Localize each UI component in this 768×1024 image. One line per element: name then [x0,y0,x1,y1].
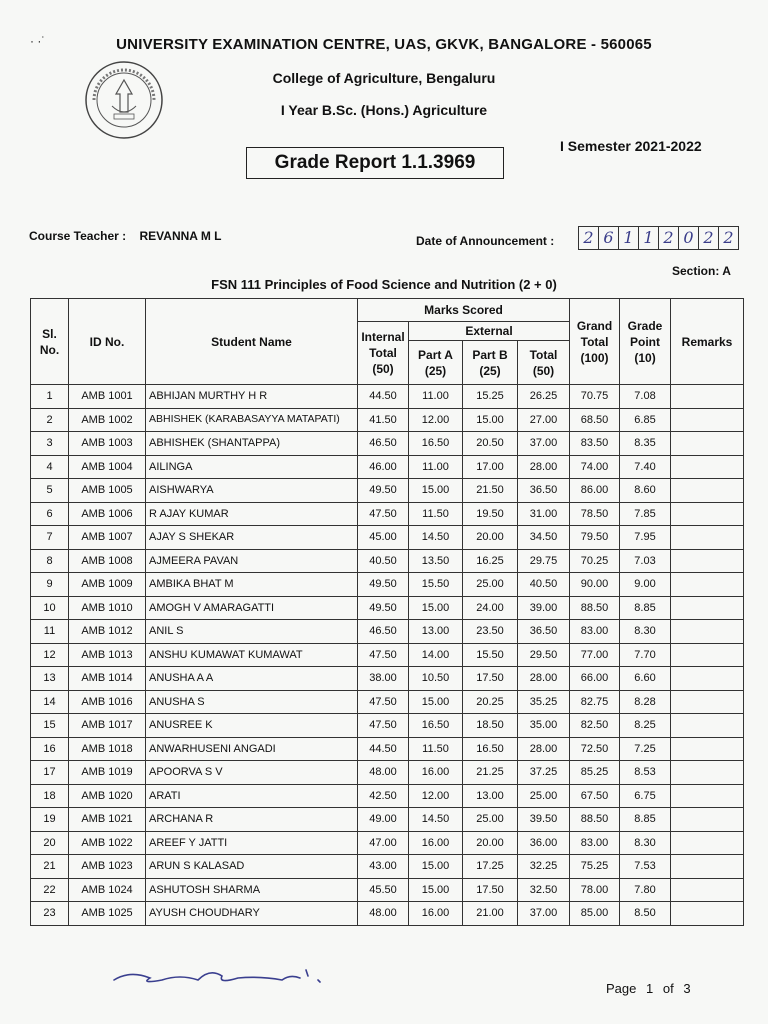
cell-internal-total: 47.50 [358,643,409,667]
cell-id-no: AMB 1006 [69,502,146,526]
cell-external-total: 28.00 [518,737,570,761]
cell-grade-point: 8.25 [620,714,671,738]
cell-grand-total: 70.75 [570,385,620,409]
cell-sl-no: 14 [31,690,69,714]
cell-internal-total: 48.00 [358,902,409,926]
table-row [31,714,744,738]
course-teacher [29,229,222,243]
cell-sl-no: 23 [31,902,69,926]
table-row [31,596,744,620]
page-of-label: of [662,981,674,996]
table-row [31,855,744,879]
table-row [31,455,744,479]
cell-grade-point: 8.30 [620,620,671,644]
cell-grand-total: 66.00 [570,667,620,691]
table-row [31,573,744,597]
cell-part-b: 21.00 [463,902,518,926]
grade-report-title: Grade Report 1.1.3969 [246,147,504,179]
announcement-date [578,226,738,250]
cell-part-b: 13.00 [463,784,518,808]
col-student-name: Student Name [146,299,358,385]
cell-internal-total: 46.50 [358,432,409,456]
cell-internal-total: 49.00 [358,808,409,832]
cell-student-name: AJMEERA PAVAN [146,549,358,573]
cell-internal-total: 43.00 [358,855,409,879]
table-row [31,784,744,808]
cell-internal-total: 46.00 [358,455,409,479]
col-part-a: Part A (25) [409,341,463,385]
cell-part-a: 16.50 [409,714,463,738]
date-digit: 2 [658,226,679,250]
cell-grand-total: 86.00 [570,479,620,503]
cell-sl-no: 21 [31,855,69,879]
announcement-label: Date of Announcement : [416,234,555,248]
cell-part-a: 11.50 [409,737,463,761]
table-row [31,526,744,550]
cell-grand-total: 85.00 [570,902,620,926]
cell-part-a: 12.00 [409,784,463,808]
cell-remarks [671,643,744,667]
cell-sl-no: 10 [31,596,69,620]
col-grade-point: Grade Point (10) [620,299,671,385]
cell-internal-total: 47.50 [358,690,409,714]
cell-part-b: 25.00 [463,573,518,597]
page-label: Page [606,981,637,996]
cell-part-a: 12.00 [409,408,463,432]
table-row [31,643,744,667]
cell-sl-no: 4 [31,455,69,479]
cell-student-name: AILINGA [146,455,358,479]
cell-grand-total: 83.00 [570,831,620,855]
cell-id-no: AMB 1023 [69,855,146,879]
cell-id-no: AMB 1004 [69,455,146,479]
cell-part-a: 16.50 [409,432,463,456]
cell-student-name: AREEF Y JATTI [146,831,358,855]
cell-id-no: AMB 1002 [69,408,146,432]
table-row [31,808,744,832]
cell-external-total: 32.25 [518,855,570,879]
cell-sl-no: 1 [31,385,69,409]
cell-grade-point: 8.60 [620,479,671,503]
cell-grand-total: 88.50 [570,808,620,832]
cell-sl-no: 12 [31,643,69,667]
date-digit: 2 [698,226,719,250]
cell-part-b: 16.50 [463,737,518,761]
cell-id-no: AMB 1020 [69,784,146,808]
cell-external-total: 28.00 [518,667,570,691]
cell-grade-point: 6.85 [620,408,671,432]
cell-part-a: 15.00 [409,596,463,620]
col-external: External [409,322,570,341]
cell-sl-no: 7 [31,526,69,550]
cell-internal-total: 40.50 [358,549,409,573]
cell-grade-point: 7.40 [620,455,671,479]
cell-student-name: AMOGH V AMARAGATTI [146,596,358,620]
cell-id-no: AMB 1013 [69,643,146,667]
table-row [31,667,744,691]
cell-remarks [671,549,744,573]
col-internal-total: Internal Total (50) [358,322,409,385]
cell-part-a: 14.50 [409,526,463,550]
cell-internal-total: 41.50 [358,408,409,432]
cell-grade-point: 7.95 [620,526,671,550]
col-id-no: ID No. [69,299,146,385]
cell-remarks [671,808,744,832]
cell-sl-no: 2 [31,408,69,432]
section-label: Section: A [672,264,731,278]
cell-part-b: 20.25 [463,690,518,714]
cell-grand-total: 67.50 [570,784,620,808]
cell-internal-total: 49.50 [358,479,409,503]
cell-part-a: 16.00 [409,902,463,926]
cell-student-name: AJAY S SHEKAR [146,526,358,550]
cell-remarks [671,784,744,808]
cell-internal-total: 47.50 [358,502,409,526]
cell-external-total: 37.25 [518,761,570,785]
table-row [31,761,744,785]
cell-remarks [671,385,744,409]
col-marks-scored: Marks Scored [358,299,570,322]
cell-sl-no: 13 [31,667,69,691]
cell-remarks [671,526,744,550]
cell-part-b: 17.00 [463,455,518,479]
cell-grade-point: 8.85 [620,808,671,832]
cell-student-name: ANSHU KUMAWAT KUMAWAT [146,643,358,667]
cell-student-name: ASHUTOSH SHARMA [146,878,358,902]
cell-student-name: AYUSH CHOUDHARY [146,902,358,926]
col-sl-no: Sl. No. [31,299,69,385]
cell-internal-total: 47.50 [358,714,409,738]
cell-internal-total: 42.50 [358,784,409,808]
date-digit: 1 [638,226,659,250]
cell-external-total: 39.00 [518,596,570,620]
col-part-b: Part B (25) [463,341,518,385]
cell-grade-point: 7.85 [620,502,671,526]
cell-grand-total: 70.25 [570,549,620,573]
col-external-total: Total (50) [518,341,570,385]
cell-sl-no: 16 [31,737,69,761]
cell-external-total: 36.50 [518,479,570,503]
table-row [31,479,744,503]
cell-student-name: ANUSREE K [146,714,358,738]
cell-external-total: 32.50 [518,878,570,902]
table-row [31,549,744,573]
cell-grade-point: 8.85 [620,596,671,620]
cell-grand-total: 68.50 [570,408,620,432]
cell-external-total: 40.50 [518,573,570,597]
date-digit: 0 [678,226,699,250]
cell-remarks [671,737,744,761]
cell-id-no: AMB 1025 [69,902,146,926]
cell-id-no: AMB 1022 [69,831,146,855]
cell-student-name: ABHISHEK (KARABASAYYA MATAPATI) [146,408,358,432]
cell-grade-point: 7.25 [620,737,671,761]
cell-grade-point: 7.53 [620,855,671,879]
program-name: I Year B.Sc. (Hons.) Agriculture [280,102,488,118]
cell-id-no: AMB 1021 [69,808,146,832]
cell-part-b: 15.25 [463,385,518,409]
page-total: 3 [683,981,691,996]
page-indicator [606,981,697,996]
table-row [31,737,744,761]
cell-part-a: 14.50 [409,808,463,832]
cell-id-no: AMB 1010 [69,596,146,620]
cell-internal-total: 47.00 [358,831,409,855]
cell-grade-point: 8.28 [620,690,671,714]
cell-external-total: 37.00 [518,432,570,456]
cell-part-b: 15.50 [463,643,518,667]
cell-remarks [671,667,744,691]
cell-student-name: ANUSHA S [146,690,358,714]
cell-remarks [671,408,744,432]
cell-external-total: 27.00 [518,408,570,432]
cell-part-a: 15.50 [409,573,463,597]
cell-sl-no: 5 [31,479,69,503]
cell-id-no: AMB 1017 [69,714,146,738]
cell-student-name: ARUN S KALASAD [146,855,358,879]
cell-remarks [671,455,744,479]
cell-external-total: 39.50 [518,808,570,832]
cell-part-b: 16.25 [463,549,518,573]
table-row [31,385,744,409]
cell-part-a: 10.50 [409,667,463,691]
course-teacher-label: Course Teacher : [29,229,127,243]
cell-id-no: AMB 1024 [69,878,146,902]
cell-part-a: 15.00 [409,855,463,879]
table-row [31,831,744,855]
cell-grand-total: 83.00 [570,620,620,644]
cell-grade-point: 7.03 [620,549,671,573]
cell-internal-total: 49.50 [358,596,409,620]
cell-grade-point: 8.35 [620,432,671,456]
table-row [31,408,744,432]
cell-internal-total: 49.50 [358,573,409,597]
cell-external-total: 37.00 [518,902,570,926]
cell-grand-total: 88.50 [570,596,620,620]
cell-part-a: 15.00 [409,479,463,503]
cell-sl-no: 8 [31,549,69,573]
cell-id-no: AMB 1009 [69,573,146,597]
cell-part-a: 14.00 [409,643,463,667]
cell-internal-total: 46.50 [358,620,409,644]
cell-part-b: 17.25 [463,855,518,879]
cell-remarks [671,761,744,785]
cell-part-b: 24.00 [463,596,518,620]
cell-id-no: AMB 1018 [69,737,146,761]
table-row [31,432,744,456]
cell-external-total: 29.50 [518,643,570,667]
cell-student-name: R AJAY KUMAR [146,502,358,526]
cell-grade-point: 6.75 [620,784,671,808]
cell-external-total: 35.00 [518,714,570,738]
cell-external-total: 28.00 [518,455,570,479]
cell-external-total: 35.25 [518,690,570,714]
cell-grand-total: 82.75 [570,690,620,714]
cell-remarks [671,432,744,456]
cell-external-total: 31.00 [518,502,570,526]
cell-student-name: ABHISHEK (SHANTAPPA) [146,432,358,456]
cell-sl-no: 9 [31,573,69,597]
college-name: College of Agriculture, Bengaluru [272,70,496,86]
cell-external-total: 26.25 [518,385,570,409]
cell-grand-total: 74.00 [570,455,620,479]
table-row [31,902,744,926]
table-row [31,878,744,902]
cell-internal-total: 45.00 [358,526,409,550]
cell-grade-point: 8.53 [620,761,671,785]
cell-part-b: 20.00 [463,526,518,550]
cell-part-b: 17.50 [463,878,518,902]
cell-grand-total: 82.50 [570,714,620,738]
cell-sl-no: 6 [31,502,69,526]
cell-part-a: 16.00 [409,831,463,855]
cell-id-no: AMB 1016 [69,690,146,714]
cell-part-b: 15.00 [463,408,518,432]
cell-part-a: 11.00 [409,385,463,409]
cell-grand-total: 77.00 [570,643,620,667]
cell-remarks [671,620,744,644]
signature [110,962,330,992]
cell-remarks [671,831,744,855]
date-digit: 6 [598,226,619,250]
col-grand-total: Grand Total (100) [570,299,620,385]
cell-part-b: 20.00 [463,831,518,855]
cell-external-total: 25.00 [518,784,570,808]
cell-grand-total: 75.25 [570,855,620,879]
cell-grand-total: 72.50 [570,737,620,761]
cell-part-b: 19.50 [463,502,518,526]
cell-grade-point: 9.00 [620,573,671,597]
cell-part-a: 13.00 [409,620,463,644]
cell-sl-no: 15 [31,714,69,738]
cell-grand-total: 78.00 [570,878,620,902]
cell-remarks [671,690,744,714]
cell-external-total: 36.00 [518,831,570,855]
cell-remarks [671,714,744,738]
table-row [31,690,744,714]
cell-sl-no: 11 [31,620,69,644]
cell-grand-total: 85.25 [570,761,620,785]
cell-id-no: AMB 1003 [69,432,146,456]
cell-id-no: AMB 1019 [69,761,146,785]
cell-part-b: 25.00 [463,808,518,832]
cell-remarks [671,502,744,526]
table-row [31,502,744,526]
cell-grade-point: 7.08 [620,385,671,409]
cell-id-no: AMB 1001 [69,385,146,409]
cell-part-b: 21.50 [463,479,518,503]
cell-part-b: 18.50 [463,714,518,738]
table-row [31,620,744,644]
cell-remarks [671,902,744,926]
cell-student-name: ARCHANA R [146,808,358,832]
cell-grade-point: 8.50 [620,902,671,926]
cell-grade-point: 7.80 [620,878,671,902]
cell-grand-total: 78.50 [570,502,620,526]
cell-remarks [671,479,744,503]
cell-student-name: AMBIKA BHAT M [146,573,358,597]
cell-internal-total: 44.50 [358,737,409,761]
cell-part-a: 11.50 [409,502,463,526]
cell-remarks [671,878,744,902]
cell-grand-total: 79.50 [570,526,620,550]
corner-mark: · ·˙ [30,34,46,48]
cell-student-name: AISHWARYA [146,479,358,503]
cell-sl-no: 19 [31,808,69,832]
cell-grade-point: 7.70 [620,643,671,667]
cell-remarks [671,855,744,879]
page-number: 1 [646,981,654,996]
date-digit: 1 [618,226,639,250]
cell-id-no: AMB 1014 [69,667,146,691]
cell-internal-total: 44.50 [358,385,409,409]
cell-grand-total: 90.00 [570,573,620,597]
cell-student-name: ANUSHA A A [146,667,358,691]
date-digit: 2 [578,226,599,250]
cell-grade-point: 8.30 [620,831,671,855]
col-remarks: Remarks [671,299,744,385]
cell-student-name: APOORVA S V [146,761,358,785]
cell-id-no: AMB 1007 [69,526,146,550]
cell-student-name: ANIL S [146,620,358,644]
cell-id-no: AMB 1008 [69,549,146,573]
cell-external-total: 36.50 [518,620,570,644]
cell-part-a: 11.00 [409,455,463,479]
cell-part-a: 15.00 [409,878,463,902]
cell-student-name: ANWARHUSENI ANGADI [146,737,358,761]
cell-internal-total: 48.00 [358,761,409,785]
cell-student-name: ARATI [146,784,358,808]
university-title: UNIVERSITY EXAMINATION CENTRE, UAS, GKVK, BANGALORE - 560065 [116,36,652,53]
cell-id-no: AMB 1012 [69,620,146,644]
cell-external-total: 34.50 [518,526,570,550]
cell-sl-no: 17 [31,761,69,785]
cell-external-total: 29.75 [518,549,570,573]
cell-part-b: 23.50 [463,620,518,644]
cell-remarks [671,596,744,620]
cell-sl-no: 3 [31,432,69,456]
course-teacher-name: REVANNA M L [139,229,222,243]
cell-id-no: AMB 1005 [69,479,146,503]
cell-part-b: 21.25 [463,761,518,785]
cell-part-a: 16.00 [409,761,463,785]
cell-sl-no: 20 [31,831,69,855]
cell-part-a: 13.50 [409,549,463,573]
cell-sl-no: 18 [31,784,69,808]
cell-grade-point: 6.60 [620,667,671,691]
cell-part-b: 20.50 [463,432,518,456]
cell-internal-total: 38.00 [358,667,409,691]
cell-remarks [671,573,744,597]
cell-part-b: 17.50 [463,667,518,691]
cell-part-a: 15.00 [409,690,463,714]
semester-label: I Semester 2021-2022 [560,138,702,154]
course-title: FSN 111 Principles of Food Science and Nutrition (2 + 0) [211,277,557,292]
grade-table [30,298,744,926]
cell-internal-total: 45.50 [358,878,409,902]
cell-grand-total: 83.50 [570,432,620,456]
cell-student-name: ABHIJAN MURTHY H R [146,385,358,409]
cell-sl-no: 22 [31,878,69,902]
date-digit: 2 [718,226,739,250]
